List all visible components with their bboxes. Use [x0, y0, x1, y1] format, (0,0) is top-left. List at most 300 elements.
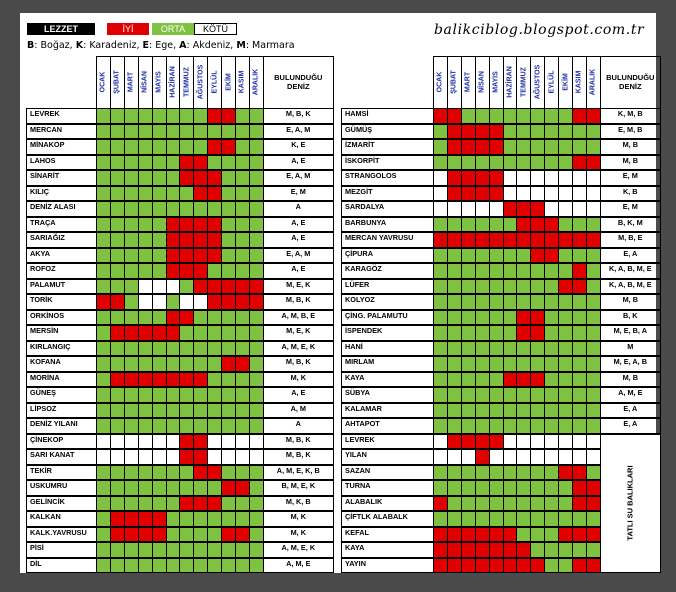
month-cell [503, 217, 517, 233]
month-cell [124, 403, 138, 419]
month-cell [489, 480, 503, 496]
deniz-cell: A, E [263, 217, 334, 233]
month-cell [489, 325, 503, 341]
fish-row [26, 449, 334, 465]
key-name: Ege [155, 40, 174, 51]
fish-name: TEKİR [26, 465, 96, 481]
month-cell [572, 341, 586, 357]
fish-name: SİNARİT [26, 170, 96, 186]
month-cell [586, 201, 600, 217]
month-cell [516, 155, 530, 171]
month-cell [96, 480, 110, 496]
month-cell [207, 496, 221, 512]
month-cell [530, 155, 544, 171]
month-cell [193, 170, 207, 186]
fish-name: KALAMAR [341, 403, 433, 419]
month-cell [166, 341, 180, 357]
month-cell [447, 155, 461, 171]
month-cell [503, 248, 517, 264]
month-cell [249, 341, 263, 357]
deniz-cell: A, M, E [600, 387, 661, 403]
fish-name: DİL [26, 558, 96, 574]
fish-row [26, 511, 334, 527]
month-cell [207, 139, 221, 155]
month-cell [235, 527, 249, 543]
month-cell [124, 263, 138, 279]
deniz-cell: K, B [600, 186, 661, 202]
deniz-cell: A, M, B, E [263, 310, 334, 326]
month-cell [249, 542, 263, 558]
month-cell [433, 232, 447, 248]
month-cell [516, 232, 530, 248]
month-cell [96, 511, 110, 527]
month-cell [447, 108, 461, 124]
month-header-label: ŞUBAT [113, 70, 121, 94]
month-cell [152, 155, 166, 171]
month-cell [433, 542, 447, 558]
month-cell [138, 325, 152, 341]
legend-lezzet: LEZZET [27, 23, 95, 35]
month-cell [96, 449, 110, 465]
month-cell [530, 558, 544, 574]
month-cell [110, 403, 124, 419]
month-cell [138, 279, 152, 295]
month-cell [558, 124, 572, 140]
month-cell [516, 124, 530, 140]
month-cell [207, 310, 221, 326]
month-cell [96, 356, 110, 372]
fish-name: MERSİN [26, 325, 96, 341]
deniz-cell: E, M, B [600, 124, 661, 140]
month-cell [152, 341, 166, 357]
deniz-header: BULUNDUĞU DENİZ [600, 56, 661, 108]
month-cell [207, 511, 221, 527]
month-cell [193, 108, 207, 124]
month-cell [152, 232, 166, 248]
month-cell [166, 325, 180, 341]
month-header-label: KASIM [238, 70, 246, 94]
month-cell [235, 372, 249, 388]
month-header-label: EYLÜL [548, 70, 556, 94]
month-header-label: MAYIS [155, 71, 163, 93]
month-cell [110, 325, 124, 341]
month-cell [166, 511, 180, 527]
month-header-label: ARALIK [252, 68, 260, 96]
month-cell [235, 542, 249, 558]
month-cell [447, 496, 461, 512]
deniz-cell: E, M [600, 201, 661, 217]
month-cell [207, 170, 221, 186]
month-cell [249, 558, 263, 574]
month-cell [193, 310, 207, 326]
month-cell [461, 170, 475, 186]
month-cell [489, 186, 503, 202]
month-cell [193, 201, 207, 217]
month-cell [110, 263, 124, 279]
month-cell [207, 279, 221, 295]
month-cell [179, 232, 193, 248]
month-cell [516, 294, 530, 310]
month-cell [138, 186, 152, 202]
month-cell [503, 155, 517, 171]
month-cell [193, 465, 207, 481]
month-cell [544, 263, 558, 279]
fish-row [341, 356, 661, 372]
deniz-cell: M, E, K [263, 325, 334, 341]
month-cell [558, 139, 572, 155]
month-cell [179, 139, 193, 155]
month-cell [166, 542, 180, 558]
month-cell [235, 217, 249, 233]
month-cell [516, 108, 530, 124]
month-cell [516, 263, 530, 279]
month-cell [433, 511, 447, 527]
month-cell [193, 387, 207, 403]
month-cell [193, 542, 207, 558]
month-cell [207, 325, 221, 341]
month-cell [516, 170, 530, 186]
month-cell [166, 108, 180, 124]
deniz-cell: M, B, K [263, 108, 334, 124]
fish-name: KARAGÖZ [341, 263, 433, 279]
month-cell [179, 279, 193, 295]
month-cell [166, 449, 180, 465]
month-cell [249, 480, 263, 496]
month-cell [544, 511, 558, 527]
month-cell [138, 155, 152, 171]
month-cell [544, 108, 558, 124]
month-cell [96, 186, 110, 202]
month-cell [207, 248, 221, 264]
month-cell [96, 418, 110, 434]
month-header [249, 56, 263, 108]
month-cell [152, 465, 166, 481]
month-cell [138, 232, 152, 248]
month-cell [475, 372, 489, 388]
month-cell [207, 418, 221, 434]
fish-row [26, 356, 334, 372]
month-cell [558, 155, 572, 171]
month-cell [179, 108, 193, 124]
fish-row [26, 387, 334, 403]
month-cell [530, 217, 544, 233]
month-cell [110, 170, 124, 186]
deniz-cell: M, B [600, 372, 661, 388]
fish-name: MERCAN YAVRUSU [341, 232, 433, 248]
fish-row [341, 372, 661, 388]
month-cell [193, 263, 207, 279]
month-cell [221, 248, 235, 264]
month-cell [179, 496, 193, 512]
fish-name: ÇİPURA [341, 248, 433, 264]
month-cell [249, 449, 263, 465]
deniz-cell: E, A, M [263, 124, 334, 140]
month-cell [166, 124, 180, 140]
month-cell [179, 170, 193, 186]
month-cell [96, 542, 110, 558]
month-cell [530, 310, 544, 326]
month-cell [249, 465, 263, 481]
month-cell [179, 511, 193, 527]
deniz-cell: B, K, M [600, 217, 661, 233]
month-cell [166, 372, 180, 388]
month-cell [503, 232, 517, 248]
month-cell [124, 186, 138, 202]
deniz-cell: M, B, K [263, 449, 334, 465]
month-cell [433, 465, 447, 481]
month-cell [207, 108, 221, 124]
fish-name: KALK.YAVRUSU [26, 527, 96, 543]
month-cell [221, 403, 235, 419]
key-code: E [142, 40, 149, 51]
month-cell [544, 527, 558, 543]
fish-name: HAMSİ [341, 108, 433, 124]
month-cell [475, 170, 489, 186]
month-cell [586, 108, 600, 124]
month-cell [235, 263, 249, 279]
month-cell [124, 480, 138, 496]
month-cell [221, 511, 235, 527]
fish-name: HANİ [341, 341, 433, 357]
month-cell [124, 511, 138, 527]
month-cell [503, 310, 517, 326]
month-cell [96, 248, 110, 264]
month-cell [572, 356, 586, 372]
month-cell [544, 356, 558, 372]
month-cell [221, 418, 235, 434]
month-cell [138, 527, 152, 543]
month-cell [152, 217, 166, 233]
month-cell [572, 124, 586, 140]
month-cell [124, 217, 138, 233]
month-cell [489, 527, 503, 543]
month-cell [530, 465, 544, 481]
month-cell [193, 232, 207, 248]
deniz-cell: A, E [263, 232, 334, 248]
month-cell [544, 480, 558, 496]
month-cell [530, 186, 544, 202]
deniz-cell: M, E, A, B [600, 356, 661, 372]
month-cell [96, 527, 110, 543]
month-cell [461, 248, 475, 264]
month-header [166, 56, 180, 108]
month-cell [489, 108, 503, 124]
month-cell [179, 310, 193, 326]
month-cell [124, 434, 138, 450]
month-cell [475, 108, 489, 124]
fish-row [26, 542, 334, 558]
deniz-cell: A, M, E, K [263, 341, 334, 357]
month-cell [558, 449, 572, 465]
fish-name: YILAN [341, 449, 433, 465]
month-cell [461, 387, 475, 403]
month-cell [530, 201, 544, 217]
month-cell [586, 124, 600, 140]
month-cell [124, 387, 138, 403]
month-cell [530, 496, 544, 512]
month-cell [138, 201, 152, 217]
month-cell [558, 496, 572, 512]
month-cell [221, 124, 235, 140]
month-cell [489, 341, 503, 357]
month-cell [166, 480, 180, 496]
month-cell [138, 356, 152, 372]
month-cell [249, 124, 263, 140]
month-cell [249, 139, 263, 155]
month-cell [516, 325, 530, 341]
month-header-label: HAZİRAN [169, 66, 177, 98]
month-cell [138, 170, 152, 186]
month-cell [166, 217, 180, 233]
month-cell [249, 434, 263, 450]
month-cell [558, 170, 572, 186]
month-cell [138, 434, 152, 450]
month-cell [235, 341, 249, 357]
month-cell [207, 294, 221, 310]
month-cell [207, 341, 221, 357]
month-cell [586, 186, 600, 202]
month-cell [516, 496, 530, 512]
month-cell [544, 341, 558, 357]
month-cell [461, 139, 475, 155]
month-cell [235, 387, 249, 403]
month-cell [249, 217, 263, 233]
month-cell [461, 465, 475, 481]
month-cell [503, 325, 517, 341]
month-cell [461, 279, 475, 295]
fish-name: PİSİ [26, 542, 96, 558]
month-cell [558, 480, 572, 496]
month-cell [433, 263, 447, 279]
month-cell [138, 558, 152, 574]
month-header-label: EKİM [562, 73, 570, 91]
month-cell [586, 279, 600, 295]
month-cell [179, 186, 193, 202]
fish-name: ÇİNG. PALAMUTU [341, 310, 433, 326]
fish-row [341, 325, 661, 341]
month-cell [572, 403, 586, 419]
month-cell [447, 186, 461, 202]
fish-row [26, 527, 334, 543]
month-cell [221, 279, 235, 295]
month-cell [179, 558, 193, 574]
month-cell [249, 232, 263, 248]
month-cell [166, 279, 180, 295]
fish-row [341, 170, 661, 186]
month-cell [530, 387, 544, 403]
fish-row [341, 186, 661, 202]
month-cell [124, 527, 138, 543]
deniz-header: BULUNDUĞU DENİZ [263, 56, 334, 108]
month-cell [544, 496, 558, 512]
month-cell [489, 403, 503, 419]
fish-name: KILIÇ [26, 186, 96, 202]
month-cell [516, 542, 530, 558]
deniz-cell: E, A, M [263, 248, 334, 264]
month-cell [475, 434, 489, 450]
month-cell [489, 217, 503, 233]
month-cell [207, 403, 221, 419]
deniz-cell: A, E [263, 387, 334, 403]
month-cell [235, 480, 249, 496]
fish-row [341, 217, 661, 233]
month-cell [249, 356, 263, 372]
month-cell [110, 387, 124, 403]
month-cell [249, 387, 263, 403]
month-header [221, 56, 235, 108]
month-cell [193, 418, 207, 434]
month-cell [166, 232, 180, 248]
month-cell [558, 201, 572, 217]
month-cell [530, 279, 544, 295]
fish-row [26, 139, 334, 155]
fish-row [341, 108, 661, 124]
month-cell [124, 542, 138, 558]
month-cell [138, 403, 152, 419]
month-cell [475, 186, 489, 202]
month-cell [433, 310, 447, 326]
fish-name: GELİNCİK [26, 496, 96, 512]
month-cell [530, 511, 544, 527]
month-cell [447, 480, 461, 496]
month-cell [489, 124, 503, 140]
month-cell [461, 480, 475, 496]
month-cell [558, 341, 572, 357]
month-cell [193, 480, 207, 496]
month-cell [530, 434, 544, 450]
month-cell [221, 434, 235, 450]
month-cell [461, 527, 475, 543]
month-cell [193, 124, 207, 140]
month-cell [138, 496, 152, 512]
fish-row [26, 124, 334, 140]
month-cell [530, 403, 544, 419]
month-cell [503, 108, 517, 124]
fish-name: LAHOS [26, 155, 96, 171]
month-cell [558, 434, 572, 450]
month-cell [221, 527, 235, 543]
month-header-label: MART [127, 71, 135, 93]
month-cell [475, 356, 489, 372]
month-cell [586, 418, 600, 434]
fish-row [26, 480, 334, 496]
month-cell [516, 434, 530, 450]
month-cell [544, 170, 558, 186]
month-cell [179, 372, 193, 388]
month-cell [586, 449, 600, 465]
fish-name: DENİZ ALASI [26, 201, 96, 217]
month-header-label: ARALIK [589, 68, 597, 96]
month-cell [503, 356, 517, 372]
month-cell [249, 294, 263, 310]
month-cell [179, 341, 193, 357]
fish-name: ORKİNOS [26, 310, 96, 326]
month-cell [166, 418, 180, 434]
month-cell [235, 232, 249, 248]
month-cell [503, 511, 517, 527]
month-cell [179, 124, 193, 140]
month-cell [544, 139, 558, 155]
month-cell [503, 387, 517, 403]
month-cell [475, 232, 489, 248]
month-cell [461, 155, 475, 171]
month-cell [179, 449, 193, 465]
month-cell [475, 542, 489, 558]
month-cell [433, 155, 447, 171]
month-cell [572, 418, 586, 434]
month-cell [96, 465, 110, 481]
month-cell [447, 341, 461, 357]
